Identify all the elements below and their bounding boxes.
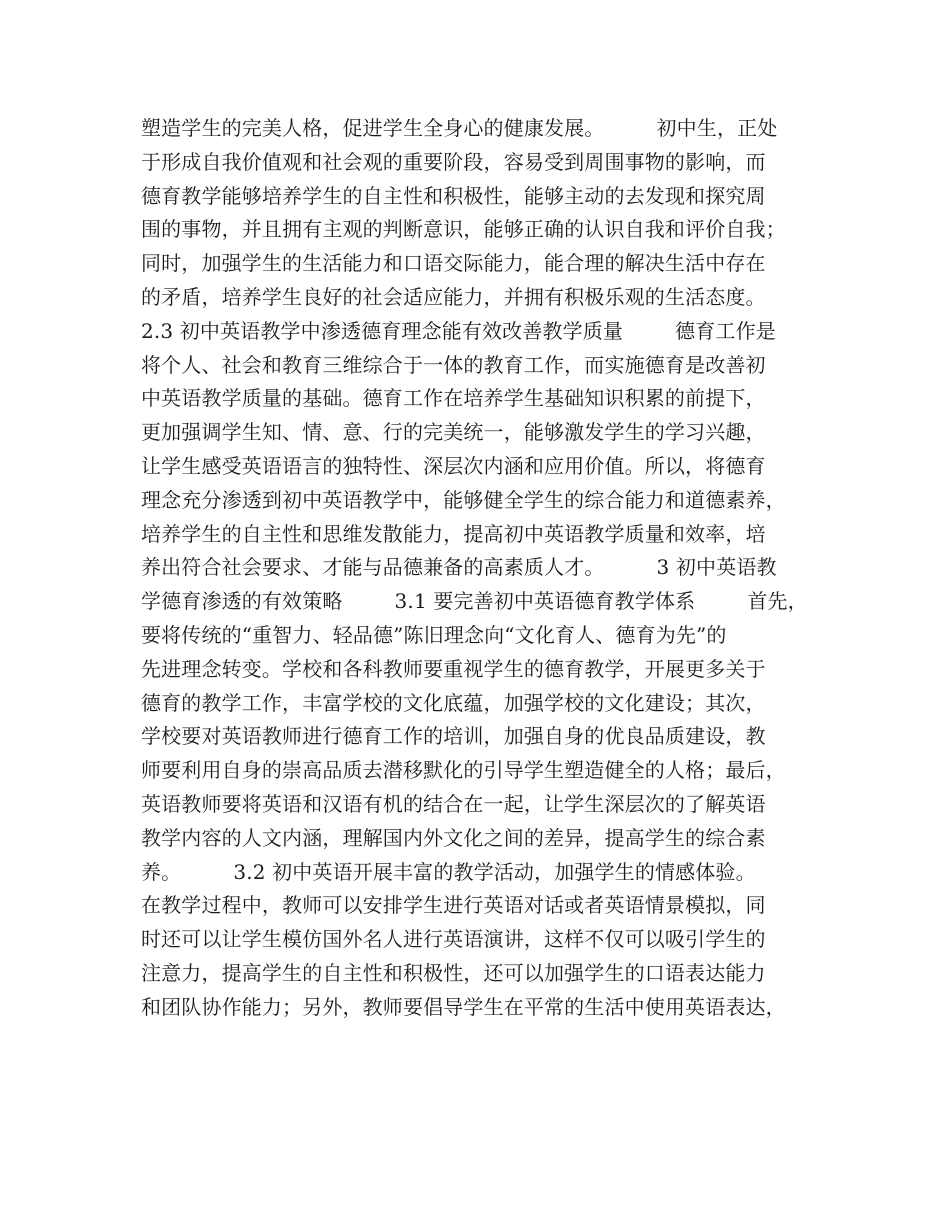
text-line: 更加强调学生知、情、意、行的完美统一，能够激发学生的学习兴趣， — [141, 420, 766, 445]
text-line: 培养学生的自主性和思维发散能力，提高初中英语教学质量和效率，培 — [141, 521, 766, 546]
text-line: 中英语教学质量的基础。德育工作在培养学生基础知识积累的前提下， — [141, 386, 766, 411]
text-line: 养出符合社会要求、才能与品德兼备的高素质人才。 3 初中英语教 — [141, 555, 777, 580]
text-line: 将个人、社会和教育三维综合于一体的教育工作，而实施德育是改善初 — [141, 352, 766, 377]
text-line: 塑造学生的完美人格，促进学生全身心的健康发展。 初中生，正处 — [141, 116, 778, 140]
text-line: 在教学过程中，教师可以安排学生进行英语对话或者英语情景模拟，同 — [141, 893, 766, 918]
body-text — [141, 112, 831, 1025]
text-line: 的矛盾，培养学生良好的社会适应能力，并拥有积极乐观的生活态度。 — [141, 284, 766, 309]
text-line: 师要利用自身的崇高品质去潜移默化的引导学生塑造健全的人格；最后， — [141, 758, 786, 783]
text-line: 和团队协作能力；另外，教师要倡导学生在平常的生活中使用英语表达， — [141, 994, 786, 1019]
text-line: 先进理念转变。学校和各科教师要重视学生的德育教学，开展更多关于 — [141, 656, 766, 681]
text-line: 养。 3.2 初中英语开展丰富的教学活动，加强学生的情感体验。 — [141, 859, 756, 884]
text-line: 于形成自我价值观和社会观的重要阶段，容易受到周围事物的影响，而 — [141, 149, 766, 174]
text-line: 德育的教学工作，丰富学校的文化底蕴，加强学校的文化建设；其次， — [141, 690, 766, 715]
text-line: 学校要对英语教师进行德育工作的培训，加强自身的优良品质建设，教 — [141, 724, 766, 749]
text-line: 时还可以让学生模仿国外名人进行英语演讲，这样不仅可以吸引学生的 — [141, 927, 766, 952]
text-line: 德育教学能够培养学生的自主性和积极性，能够主动的去发现和探究周 — [141, 183, 766, 208]
text-line: 理念充分渗透到初中英语教学中，能够健全学生的综合能力和道德素养， — [141, 487, 786, 512]
text-line: 要将传统的“重智力、轻品德”陈旧理念向“文化育人、德育为先”的 — [141, 622, 727, 647]
text-line: 注意力，提高学生的自主性和积极性，还可以加强学生的口语表达能力 — [141, 960, 766, 985]
text-line: 同时，加强学生的生活能力和口语交际能力，能合理的解决生活中存在 — [141, 251, 766, 276]
text-line: 教学内容的人文内涵，理解国内外文化之间的差异，提高学生的综合素 — [141, 825, 766, 850]
text-line: 让学生感受英语语言的独特性、深层次内涵和应用价值。所以，将德育 — [141, 453, 766, 478]
text-line: 围的事物，并且拥有主观的判断意识，能够正确的认识自我和评价自我； — [141, 217, 786, 242]
text-line: 2.3 初中英语教学中渗透德育理念能有效改善教学质量 德育工作是 — [141, 318, 776, 343]
text-line: 英语教师要将英语和汉语有机的结合在一起，让学生深层次的了解英语 — [141, 791, 766, 816]
text-line: 学德育渗透的有效策略 3.1 要完善初中英语德育教学体系 首先， — [141, 589, 808, 614]
